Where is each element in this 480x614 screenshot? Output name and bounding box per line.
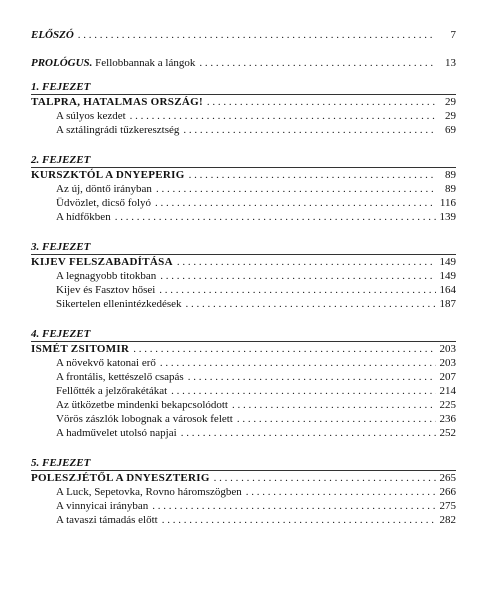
chapter-title: POLESZJÉTŐL A DNYESZTERIG — [31, 472, 210, 484]
section-row — [31, 356, 456, 370]
section-row — [31, 499, 456, 513]
chapter-title: ISMÉT ZSITOMIR — [31, 343, 130, 355]
dot-leader — [130, 109, 436, 123]
page-number: 282 — [439, 514, 456, 526]
dot-leader — [177, 255, 436, 269]
chapter-title: TALPRA, HATALMAS ORSZÁG! — [31, 96, 203, 108]
section-row — [31, 196, 456, 210]
chapter-block — [31, 327, 456, 440]
dot-leader — [171, 384, 435, 398]
dot-leader — [183, 123, 436, 137]
entry-title: ELŐSZÓ — [31, 29, 74, 41]
dot-leader — [152, 499, 435, 513]
dot-leader — [181, 426, 436, 440]
chapter-title-row — [31, 168, 456, 182]
page-number: 225 — [439, 399, 456, 411]
page-number: 252 — [439, 427, 456, 439]
dot-leader — [133, 342, 435, 356]
section-row — [31, 485, 456, 499]
page-number: 13 — [445, 57, 456, 69]
page-number: 265 — [439, 472, 456, 484]
chapter-block — [31, 456, 456, 527]
section-title: A legnagyobb titokban — [56, 270, 157, 282]
section-row — [31, 412, 456, 426]
section-title: Vörös zászlók lobognak a városok felett — [56, 413, 233, 425]
dot-leader — [155, 196, 436, 210]
page-number: 266 — [439, 486, 456, 498]
page-number: 69 — [445, 124, 456, 136]
dot-leader — [189, 168, 436, 182]
page-number: 29 — [445, 110, 456, 122]
section-row — [31, 513, 456, 527]
dot-leader — [162, 513, 436, 527]
section-title: A sztálingrádi tűzkeresztség — [56, 124, 180, 136]
chapter-label: 1. FEJEZET — [31, 81, 91, 93]
page-number: 89 — [445, 183, 456, 195]
chapter-title-row — [31, 95, 456, 109]
toc-entry-foreword — [31, 28, 456, 42]
section-title: A hadművelet utolsó napjai — [56, 427, 177, 439]
page-number: 187 — [439, 298, 456, 310]
section-title: A tavaszi támadás előtt — [56, 514, 158, 526]
dot-leader — [160, 356, 436, 370]
prologue-title: Fellobbannak a lángok — [92, 57, 196, 69]
chapter-label: 5. FEJEZET — [31, 457, 91, 469]
section-title: A hídfőkben — [56, 211, 111, 223]
section-row — [31, 370, 456, 384]
section-title: A súlyos kezdet — [56, 110, 126, 122]
section-title: A vinnyicai irányban — [56, 500, 149, 512]
dot-leader — [78, 28, 436, 42]
page-number: 7 — [450, 29, 456, 41]
section-row — [31, 384, 456, 398]
section-title: A Luck, Sepetovka, Rovno háromszögben — [56, 486, 242, 498]
section-row — [31, 109, 456, 123]
chapter-label: 2. FEJEZET — [31, 154, 91, 166]
section-row — [31, 398, 456, 412]
chapter-block — [31, 153, 456, 224]
dot-leader — [246, 485, 436, 499]
page-number: 116 — [439, 197, 456, 209]
page-number: 89 — [445, 169, 456, 181]
chapter-label: 3. FEJEZET — [31, 241, 91, 253]
section-row — [31, 210, 456, 224]
chapter-title-row — [31, 255, 456, 269]
chapter-block — [31, 240, 456, 311]
page-number: 139 — [439, 211, 456, 223]
dot-leader — [160, 269, 435, 283]
section-row — [31, 283, 456, 297]
dot-leader — [188, 370, 436, 384]
dot-leader — [207, 95, 436, 109]
dot-leader — [237, 412, 436, 426]
dot-leader — [199, 56, 436, 70]
chapter-title-row — [31, 342, 456, 356]
section-title: Az ütközetbe mindenki bekapcsolódott — [56, 399, 228, 411]
dot-leader — [214, 471, 436, 485]
section-title: Sikertelen ellenintézkedések — [56, 298, 182, 310]
section-row — [31, 123, 456, 137]
toc-entry-prologue — [31, 56, 456, 70]
chapter-title-row — [31, 471, 456, 485]
chapter-block — [31, 80, 456, 137]
section-title: Üdvözlet, dicső folyó — [56, 197, 152, 209]
page-number: 149 — [439, 270, 456, 282]
section-row — [31, 426, 456, 440]
section-title: A növekvő katonai erő — [56, 357, 156, 369]
chapter-label: 4. FEJEZET — [31, 328, 91, 340]
section-row — [31, 269, 456, 283]
page-number: 236 — [439, 413, 456, 425]
section-title: Kijev és Fasztov hősei — [56, 284, 156, 296]
page-number: 203 — [439, 343, 456, 355]
section-row — [31, 297, 456, 311]
section-title: Fellőtték a jelzőrakétákat — [56, 385, 168, 397]
entry-title — [31, 56, 195, 70]
page-number: 164 — [439, 284, 456, 296]
page-number: 203 — [439, 357, 456, 369]
section-title: Az új, döntő irányban — [56, 183, 152, 195]
chapter-title: KURSZKTÓL A DNYEPERIG — [31, 169, 185, 181]
dot-leader — [156, 182, 436, 196]
page-number: 29 — [445, 96, 456, 108]
section-title: A frontális, kettészelő csapás — [56, 371, 184, 383]
section-row — [31, 182, 456, 196]
page-number: 207 — [439, 371, 456, 383]
page-number: 275 — [439, 500, 456, 512]
page-number: 149 — [439, 256, 456, 268]
prologue-prefix: PROLÓGUS. — [31, 57, 93, 69]
dot-leader — [159, 283, 435, 297]
dot-leader — [232, 398, 436, 412]
dot-leader — [186, 297, 436, 311]
chapter-title: KIJEV FELSZABADÍTÁSA — [31, 256, 173, 268]
page-number: 214 — [439, 385, 456, 397]
dot-leader — [115, 210, 436, 224]
